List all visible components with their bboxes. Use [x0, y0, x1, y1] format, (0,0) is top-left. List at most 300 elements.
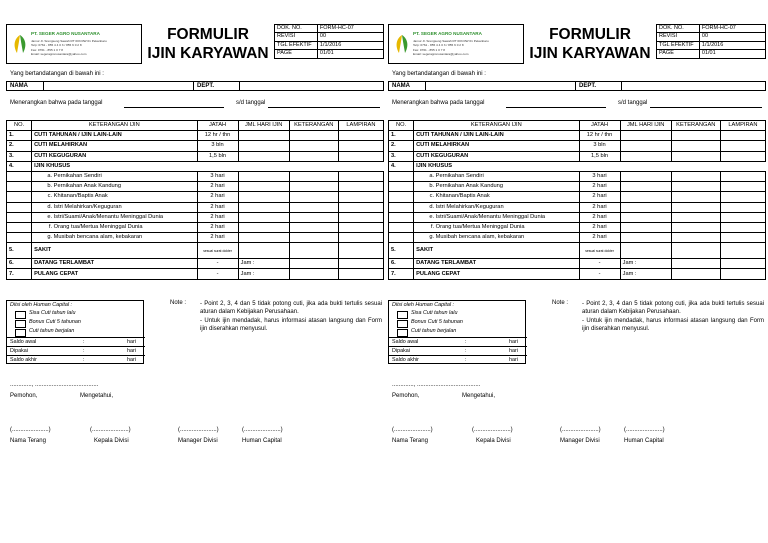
signature-manager-divisi[interactable]: (......................) — [560, 427, 601, 433]
row-jatah: sesuai surat dokter — [203, 248, 232, 253]
hc-box-title: Diisi oleh Human Capital : — [392, 302, 455, 308]
saldo-akhir-label: Saldo akhir — [392, 357, 419, 363]
ket-cell[interactable] — [671, 222, 720, 232]
colon: : — [465, 348, 467, 354]
lamp-cell[interactable] — [338, 182, 383, 192]
lamp-cell[interactable] — [720, 202, 765, 212]
lamp-cell[interactable] — [338, 259, 383, 269]
jml-cell[interactable] — [620, 151, 671, 161]
address-line: Email: segeragronusantara@yahoo.com — [31, 51, 87, 56]
place-date-field[interactable]: ............., ...................................... — [10, 382, 99, 388]
jml-cell[interactable] — [238, 233, 289, 243]
checkbox-sisa-cuti[interactable] — [397, 311, 408, 319]
row-no: 7. — [389, 269, 414, 279]
note-text — [200, 300, 382, 333]
sub-letter: e. — [47, 213, 53, 220]
row-jatah: 12 hr / thn — [579, 131, 620, 141]
document-meta-table — [656, 24, 766, 59]
jam-cell[interactable]: Jam : — [620, 259, 671, 269]
name-dept-row — [388, 81, 766, 91]
row-jatah: - — [579, 259, 620, 269]
dept-label: DEPT. — [575, 82, 596, 91]
note-point-1: - Point 2, 3, 4 dan 5 tidak potong cuti, jika ada bukti tertulis sesuai aturan dalam Kebijakan Perusahaan. — [582, 301, 764, 316]
col-keterangan: KETERANGAN — [289, 121, 338, 131]
meta-row — [275, 33, 384, 41]
meta-label: DOK. NO. — [275, 25, 318, 33]
lamp-cell[interactable] — [338, 141, 383, 151]
row-jatah: 2 hari — [579, 233, 620, 243]
label-human-capital: Human Capital — [624, 438, 664, 444]
lamp-cell[interactable] — [720, 243, 765, 259]
row-no: 2. — [7, 141, 32, 151]
sub-letter: c. — [47, 193, 53, 200]
signature-human-capital[interactable]: (......................) — [242, 427, 283, 433]
jml-cell[interactable] — [238, 202, 289, 212]
hari-unit: hari — [127, 339, 136, 345]
mengetahui-text: Mengetahui, — [462, 393, 496, 399]
jml-cell[interactable] — [238, 141, 289, 151]
sd-tanggal-label: s/d tanggal — [618, 100, 648, 106]
dept-label: DEPT. — [193, 82, 214, 91]
lamp-cell[interactable] — [720, 171, 765, 181]
end-date-field[interactable] — [650, 107, 762, 108]
col-keterangan-ijin: KETERANGAN IJIN — [414, 121, 579, 131]
company-logo-cell — [388, 24, 524, 64]
table-row[interactable] — [389, 151, 766, 161]
signature-kepala-divisi[interactable]: (......................) — [472, 427, 513, 433]
note-point-1: - Point 2, 3, 4 dan 5 tidak potong cuti, jika ada bukti tertulis sesuai aturan dalam Kebijakan Perusahaan. — [200, 301, 382, 316]
table-row[interactable] — [7, 182, 384, 192]
row-jatah: 2 hari — [197, 212, 238, 222]
meta-label: TGL EFEKTIF — [275, 41, 318, 49]
table-row[interactable] — [389, 243, 766, 259]
lamp-cell[interactable] — [720, 269, 765, 279]
company-logo-cell — [6, 24, 142, 64]
saldo-akhir-row[interactable] — [7, 355, 145, 365]
jml-cell[interactable] — [620, 233, 671, 243]
label-nama-terang: Nama Terang — [10, 438, 46, 444]
menerangkan-label: Menerangkan bahwa pada tanggal — [10, 100, 103, 106]
col-no: NO. — [7, 121, 32, 131]
meta-value: 1/1/2016 — [699, 41, 765, 49]
hari-unit: hari — [509, 339, 518, 345]
table-row[interactable] — [389, 182, 766, 192]
jml-cell[interactable] — [620, 131, 671, 141]
ket-cell[interactable] — [671, 243, 720, 259]
dept-field[interactable] — [621, 82, 768, 91]
colon: : — [465, 357, 467, 363]
table-row[interactable] — [7, 212, 384, 222]
izin-form-right — [388, 24, 766, 444]
sub-letter: d. — [47, 203, 53, 210]
jml-cell[interactable] — [238, 222, 289, 232]
company-address — [31, 39, 107, 56]
sub-keterangan: Khitanan/Baptis Anak — [435, 193, 490, 200]
sub-keterangan: Khitanan/Baptis Anak — [53, 193, 108, 200]
jml-cell[interactable] — [238, 151, 289, 161]
table-row[interactable] — [7, 171, 384, 181]
dipakai-label: Dipakai — [10, 348, 28, 354]
row-no: 1. — [7, 131, 32, 141]
row-jatah: - — [197, 259, 238, 269]
meta-value: 00 — [317, 33, 383, 41]
row-keterangan: CUTI MELAHIRKAN — [32, 141, 197, 151]
label-manager-divisi: Manager Divisi — [560, 438, 600, 444]
lamp-cell[interactable] — [338, 192, 383, 202]
company-name: PT. SEGER AGRO NUSANTARA — [31, 31, 100, 36]
row-jatah: - — [579, 269, 620, 279]
hc-box-title: Diisi oleh Human Capital : — [10, 302, 73, 308]
row-jatah: 2 hari — [579, 212, 620, 222]
table-row — [7, 161, 384, 171]
table-row[interactable] — [7, 202, 384, 212]
intro-text: Yang bertandatangan di bawah ini : — [392, 71, 486, 77]
address-line: Fax: 0761 - 855 1 0 7 8 — [413, 47, 445, 52]
row-jatah: 1,5 bln — [197, 151, 238, 161]
label-kepala-divisi: Kepala Divisi — [476, 438, 511, 444]
table-row[interactable] — [389, 141, 766, 151]
row-no: 1. — [389, 131, 414, 141]
meta-label: TGL EFEKTIF — [657, 41, 700, 49]
colon: : — [83, 339, 85, 345]
saldo-akhir-row[interactable] — [389, 355, 527, 365]
row-jatah: 2 hari — [197, 233, 238, 243]
lamp-cell[interactable] — [338, 222, 383, 232]
row-no: 6. — [7, 259, 32, 269]
ket-cell[interactable] — [671, 141, 720, 151]
ket-cell[interactable] — [289, 243, 338, 259]
row-no: 3. — [389, 151, 414, 161]
ket-cell[interactable] — [671, 131, 720, 141]
address-line: Telp: 0761 - 855 4 4 0 3 / 855 6 0 2 8 — [413, 43, 464, 48]
row-jatah: 2 hari — [197, 202, 238, 212]
label-human-capital: Human Capital — [242, 438, 282, 444]
lamp-cell[interactable] — [720, 192, 765, 202]
jml-cell[interactable] — [238, 243, 289, 259]
col-lampiran: LAMPIRAN — [720, 121, 765, 131]
row-jatah: 2 hari — [197, 192, 238, 202]
sub-keterangan: Musibah bencana alam, kebakaran — [53, 234, 143, 241]
lamp-cell[interactable] — [720, 259, 765, 269]
date-range-row — [392, 100, 766, 106]
jml-cell[interactable] — [238, 131, 289, 141]
row-jatah: 12 hr / thn — [197, 131, 238, 141]
company-logo-icon — [393, 34, 411, 54]
lamp-cell[interactable] — [338, 233, 383, 243]
mengetahui-text: Mengetahui, — [80, 393, 114, 399]
meta-value: 01/01 — [317, 50, 383, 58]
table-row[interactable] — [7, 259, 384, 269]
note-label: Note : — [552, 300, 569, 306]
jml-cell[interactable] — [620, 202, 671, 212]
checkbox-bonus-cuti[interactable] — [15, 320, 26, 328]
lamp-cell[interactable] — [720, 233, 765, 243]
ket-cell[interactable] — [671, 269, 720, 279]
sub-letter: b. — [47, 183, 53, 190]
row-keterangan: SAKIT — [414, 243, 579, 259]
row-jatah: sesuai surat dokter — [585, 248, 614, 253]
pemohon-text: Pemohon, — [10, 393, 38, 399]
lamp-cell[interactable] — [338, 269, 383, 279]
sub-keterangan: Istri/Suami/Anak/Menantu Meninggal Dunia — [53, 213, 164, 220]
row-no: 4. — [7, 161, 32, 171]
row-jatah: 2 hari — [579, 182, 620, 192]
saldo-awal-label: Saldo awal — [10, 339, 37, 345]
jam-cell[interactable]: Jam : — [238, 269, 289, 279]
colon: : — [465, 339, 467, 345]
table-row[interactable] — [7, 222, 384, 232]
document-meta-table — [274, 24, 384, 59]
jml-cell[interactable] — [238, 212, 289, 222]
saldo-akhir-label: Saldo akhir — [10, 357, 37, 363]
row-no: 2. — [389, 141, 414, 151]
nama-field[interactable] — [425, 82, 576, 91]
saldo-awal-label: Saldo awal — [392, 339, 419, 345]
meta-value: FORM-HC-07 — [317, 25, 383, 33]
ket-cell[interactable] — [289, 182, 338, 192]
ket-cell[interactable] — [289, 269, 338, 279]
sub-letter: g. — [47, 234, 53, 241]
ket-cell[interactable] — [289, 141, 338, 151]
table-row[interactable] — [7, 233, 384, 243]
jml-cell[interactable] — [620, 192, 671, 202]
row-no: 5. — [7, 243, 32, 259]
end-date-field[interactable] — [268, 107, 380, 108]
sub-keterangan: Orang tua/Mertua Meninggal Dunia — [435, 223, 525, 230]
pemohon-label — [392, 393, 496, 399]
table-header — [389, 121, 766, 131]
ket-cell[interactable] — [289, 171, 338, 181]
sub-keterangan: Istri/Suami/Anak/Menantu Meninggal Dunia — [435, 213, 546, 220]
meta-row — [275, 25, 384, 33]
signature-manager-divisi[interactable]: (......................) — [178, 427, 219, 433]
option-cuti-berjalan: Cuti tahun berjalan — [29, 328, 75, 334]
jam-cell[interactable]: Jam : — [620, 269, 671, 279]
ket-cell[interactable] — [671, 212, 720, 222]
meta-label: REVISI — [275, 33, 318, 41]
row-keterangan: CUTI KEGUGURAN — [32, 151, 197, 161]
table-row — [389, 161, 766, 171]
sub-letter: b. — [429, 183, 435, 190]
nama-label: NAMA — [10, 83, 28, 89]
row-keterangan: SAKIT — [32, 243, 197, 259]
lamp-cell[interactable] — [338, 212, 383, 222]
address-line: Jamur Jl. Srengseng Sawah RT 003 RW 01 Pekanbaru — [31, 39, 107, 43]
meta-value: 00 — [699, 33, 765, 41]
menerangkan-label: Menerangkan bahwa pada tanggal — [392, 100, 485, 106]
start-date-field[interactable] — [124, 107, 224, 108]
ket-cell[interactable] — [289, 192, 338, 202]
table-row[interactable] — [7, 269, 384, 279]
sub-letter: f. — [430, 223, 435, 230]
izin-form-left — [6, 24, 384, 444]
option-bonus-cuti: Bonus Cuti 5 tahunan — [29, 319, 81, 325]
meta-label: PAGE — [275, 50, 318, 58]
sub-keterangan: Pernikahan Sendiri — [53, 173, 102, 180]
checkbox-bonus-cuti[interactable] — [397, 320, 408, 328]
ket-cell[interactable] — [671, 259, 720, 269]
leave-table — [388, 120, 766, 280]
meta-value: 1/1/2016 — [317, 41, 383, 49]
dept-field[interactable] — [239, 82, 386, 91]
row-jatah: 2 hari — [197, 222, 238, 232]
ket-cell[interactable] — [671, 171, 720, 181]
start-date-field[interactable] — [506, 107, 606, 108]
jml-cell[interactable] — [620, 222, 671, 232]
table-row[interactable] — [7, 243, 384, 259]
hari-unit: hari — [127, 357, 136, 363]
ket-cell[interactable] — [671, 182, 720, 192]
sd-tanggal-label: s/d tanggal — [236, 100, 266, 106]
signature-kepala-divisi[interactable]: (......................) — [90, 427, 131, 433]
title-line-2: IJIN KARYAWAN — [529, 45, 651, 62]
col-keterangan: KETERANGAN — [671, 121, 720, 131]
table-row[interactable] — [7, 151, 384, 161]
ket-cell[interactable] — [289, 202, 338, 212]
label-manager-divisi: Manager Divisi — [178, 438, 218, 444]
jml-cell[interactable] — [238, 182, 289, 192]
sub-letter: f. — [48, 223, 53, 230]
ket-cell[interactable] — [671, 233, 720, 243]
ket-cell[interactable] — [289, 259, 338, 269]
table-row[interactable] — [389, 212, 766, 222]
row-jatah: 3 bln — [579, 141, 620, 151]
note-point-2: - Untuk ijin mendadak, harus informasi atasan langsung dan Form ijin diserahkan menyusul. — [582, 317, 764, 332]
signature-human-capital[interactable]: (......................) — [624, 427, 665, 433]
jml-cell[interactable] — [620, 141, 671, 151]
lamp-cell[interactable] — [720, 212, 765, 222]
table-row[interactable] — [389, 192, 766, 202]
pemohon-label — [10, 393, 114, 399]
table-row[interactable] — [389, 233, 766, 243]
col-jatah: JATAH — [579, 121, 620, 131]
jml-cell[interactable] — [238, 192, 289, 202]
checkbox-cuti-berjalan[interactable] — [15, 329, 26, 337]
row-no: 3. — [7, 151, 32, 161]
lamp-cell[interactable] — [720, 141, 765, 151]
lamp-cell[interactable] — [720, 131, 765, 141]
note-text — [582, 300, 764, 333]
place-date-field[interactable]: ............., ...................................... — [392, 382, 481, 388]
table-row[interactable] — [7, 192, 384, 202]
checkbox-cuti-berjalan[interactable] — [397, 329, 408, 337]
row-jatah: 2 hari — [579, 202, 620, 212]
col-jml-hari: JML HARI IJIN — [238, 121, 289, 131]
row-jatah: 3 bln — [197, 141, 238, 151]
row-jatah: 3 hari — [197, 171, 238, 181]
lamp-cell[interactable] — [720, 151, 765, 161]
table-row[interactable] — [389, 269, 766, 279]
option-cuti-berjalan: Cuti tahun berjalan — [411, 328, 457, 334]
row-keterangan: IJIN KHUSUS — [32, 161, 384, 171]
address-line: Jamur Jl. Srengseng Sawah RT 003 RW 01 Pekanbaru — [413, 39, 489, 43]
sub-letter: c. — [429, 193, 435, 200]
col-keterangan-ijin: KETERANGAN IJIN — [32, 121, 197, 131]
hari-unit: hari — [509, 357, 518, 363]
lamp-cell[interactable] — [338, 202, 383, 212]
jml-cell[interactable] — [620, 171, 671, 181]
option-bonus-cuti: Bonus Cuti 5 tahunan — [411, 319, 463, 325]
nama-field[interactable] — [43, 82, 194, 91]
meta-value: 01/01 — [699, 50, 765, 58]
option-sisa-cuti: Sisa Cuti tahun lalu — [411, 310, 458, 316]
jam-cell[interactable]: Jam : — [238, 259, 289, 269]
title-line-1: FORMULIR — [549, 26, 631, 43]
signature-nama-terang[interactable]: (......................) — [10, 427, 51, 433]
col-jml-hari: JML HARI IJIN — [620, 121, 671, 131]
jml-cell[interactable] — [620, 212, 671, 222]
table-row[interactable] — [7, 141, 384, 151]
meta-row — [657, 41, 766, 49]
sub-keterangan: Istri Melahirkan/Keguguran — [435, 203, 504, 210]
row-keterangan: DATANG TERLAMBAT — [32, 259, 197, 269]
jml-cell[interactable] — [620, 243, 671, 259]
meta-row — [275, 41, 384, 49]
row-jatah: - — [197, 269, 238, 279]
checkbox-sisa-cuti[interactable] — [15, 311, 26, 319]
sub-letter: a. — [47, 173, 53, 180]
company-name: PT. SEGER AGRO NUSANTARA — [413, 31, 482, 36]
lamp-cell[interactable] — [338, 151, 383, 161]
ket-cell[interactable] — [289, 233, 338, 243]
ket-cell[interactable] — [289, 131, 338, 141]
lamp-cell[interactable] — [338, 171, 383, 181]
table-row[interactable] — [7, 131, 384, 141]
table-row[interactable] — [389, 202, 766, 212]
ket-cell[interactable] — [671, 151, 720, 161]
jml-cell[interactable] — [620, 182, 671, 192]
signature-nama-terang[interactable]: (......................) — [392, 427, 433, 433]
name-dept-row — [6, 81, 384, 91]
form-title — [524, 24, 656, 64]
row-keterangan: CUTI KEGUGURAN — [414, 151, 579, 161]
table-row[interactable] — [389, 131, 766, 141]
lamp-cell[interactable] — [720, 222, 765, 232]
intro-text: Yang bertandatangan di bawah ini : — [10, 71, 104, 77]
row-jatah: 2 hari — [197, 182, 238, 192]
sub-keterangan: Pernikahan Anak Kandung — [53, 183, 122, 190]
address-line: Email: segeragronusantara@yahoo.com — [413, 51, 469, 56]
table-row[interactable] — [389, 171, 766, 181]
lamp-cell[interactable] — [338, 131, 383, 141]
note-label: Note : — [170, 300, 187, 306]
ket-cell[interactable] — [289, 212, 338, 222]
row-keterangan: CUTI TAHUNAN / IJIN LAIN-LAIN — [32, 131, 197, 141]
ket-cell[interactable] — [289, 151, 338, 161]
ket-cell[interactable] — [671, 192, 720, 202]
meta-row — [275, 50, 384, 58]
ket-cell[interactable] — [289, 222, 338, 232]
table-row[interactable] — [389, 259, 766, 269]
meta-row — [657, 33, 766, 41]
col-no: NO. — [389, 121, 414, 131]
jml-cell[interactable] — [238, 171, 289, 181]
lamp-cell[interactable] — [720, 182, 765, 192]
row-jatah: 3 hari — [579, 171, 620, 181]
option-sisa-cuti: Sisa Cuti tahun lalu — [29, 310, 76, 316]
sub-keterangan: Pernikahan Anak Kandung — [435, 183, 504, 190]
human-capital-box — [6, 300, 144, 364]
row-no: 7. — [7, 269, 32, 279]
note-point-2: - Untuk ijin mendadak, harus informasi atasan langsung dan Form ijin diserahkan menyusul. — [200, 317, 382, 332]
sub-letter: e. — [429, 213, 435, 220]
ket-cell[interactable] — [671, 202, 720, 212]
address-line: Fax: 0761 - 855 1 0 7 8 — [31, 47, 63, 52]
sub-keterangan: Pernikahan Sendiri — [435, 173, 484, 180]
lamp-cell[interactable] — [338, 243, 383, 259]
table-row[interactable] — [389, 222, 766, 232]
row-no: 4. — [389, 161, 414, 171]
